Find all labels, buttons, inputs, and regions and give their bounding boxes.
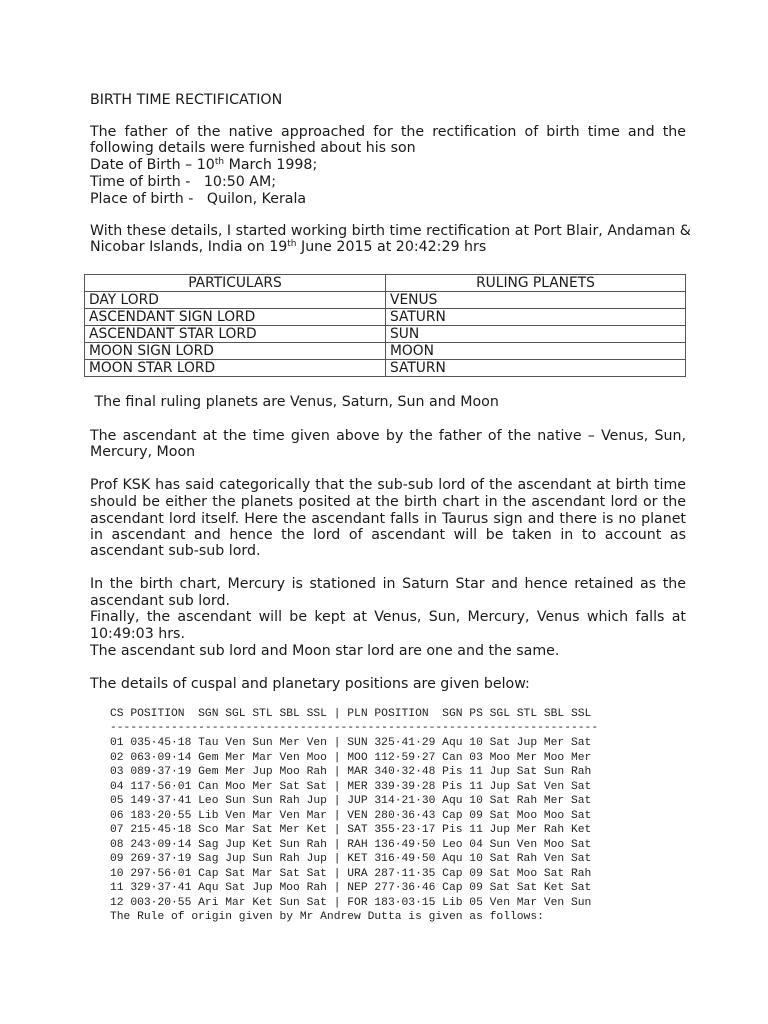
ksk-line-3: ascendant lord itself. Here the ascendant falls in Taurus sign and there is no planet	[90, 511, 686, 527]
document-title: BIRTH TIME RECTIFICATION	[90, 92, 283, 108]
positions-row: 12 003·20·55 Ari Mar Ket Sun Sat | FOR 183·03·15 Lib 05 Ven Mar Ven Sun	[110, 897, 592, 909]
intro-line-2: following details were furnished about his son	[90, 140, 416, 156]
chart-line-4: 10:49:03 hrs.	[90, 626, 185, 642]
table-cell: SUN	[386, 326, 686, 343]
table-cell: ASCENDANT STAR LORD	[85, 326, 386, 343]
table-row	[85, 326, 686, 343]
dob-prefix: Date of Birth – 10	[90, 157, 215, 173]
working-line-2	[90, 239, 486, 256]
table-cell: MOON	[386, 343, 686, 360]
place-of-birth: Place of birth - Quilon, Kerala	[90, 191, 307, 207]
date-of-birth	[90, 157, 317, 174]
chart-line-3: Finally, the ascendant will be kept at Venus, Sun, Mercury, Venus which falls at	[90, 609, 686, 625]
positions-footer: The Rule of origin given by Mr Andrew Dutta is given as follows:	[110, 911, 544, 923]
positions-row: 05 149·37·41 Leo Sun Sun Rah Jup | JUP 314·21·30 Aqu 10 Sat Rah Mer Sat	[110, 795, 592, 807]
ksk-line-5: ascendant sub-sub lord.	[90, 543, 261, 559]
time-of-birth: Time of birth - 10:50 AM;	[90, 174, 277, 190]
table-cell: VENUS	[386, 292, 686, 309]
positions-row: 02 063·09·14 Gem Mer Mar Ven Moo | MOO 112·59·27 Can 03 Moo Mer Moo Mer	[110, 752, 592, 764]
positions-row: 11 329·37·41 Aqu Sat Jup Moo Rah | NEP 277·36·46 Cap 09 Sat Sat Ket Sat	[110, 882, 592, 894]
ascendant-line-1: The ascendant at the time given above by the father of the native – Venus, Sun,	[90, 428, 686, 444]
table-cell: MOON SIGN LORD	[85, 343, 386, 360]
header-particulars: PARTICULARS	[85, 275, 386, 292]
table-header-row	[85, 275, 686, 292]
header-ruling-planets: RULING PLANETS	[386, 275, 686, 292]
table-cell: SATURN	[386, 360, 686, 377]
positions-row: 04 117·56·01 Can Moo Mer Sat Sat | MER 339·39·28 Pis 11 Jup Sat Ven Sat	[110, 781, 592, 793]
positions-header: CS POSITION SGN SGL STL SBL SSL | PLN POSITION SGN PS SGL STL SBL SSL	[110, 708, 592, 720]
final-ruling-planets: The final ruling planets are Venus, Saturn, Sun and Moon	[90, 394, 499, 410]
positions-row: 06 183·20·55 Lib Ven Mar Ven Mar | VEN 280·36·43 Cap 09 Sat Moo Moo Sat	[110, 810, 592, 822]
ruling-planets-table	[84, 274, 686, 377]
table-cell: SATURN	[386, 309, 686, 326]
chart-line-1: In the birth chart, Mercury is stationed in Saturn Star and hence retained as the	[90, 576, 686, 592]
working-suffix: June 2015 at 20:42:29 hrs	[296, 239, 487, 255]
details-intro: The details of cuspal and planetary positions are given below:	[90, 676, 530, 692]
chart-line-2: ascendant sub lord.	[90, 593, 230, 609]
chart-line-5: The ascendant sub lord and Moon star lord are one and the same.	[90, 643, 560, 659]
table-row	[85, 292, 686, 309]
positions-row: 03 089·37·19 Gem Mer Jup Moo Rah | MAR 340·32·48 Pis 11 Jup Sat Sun Rah	[110, 766, 592, 778]
ksk-line-4: in ascendant and hence the lord of ascendant will be taken in to account as	[90, 527, 686, 543]
positions-row: 01 035·45·18 Tau Ven Sun Mer Ven | SUN 325·41·29 Aqu 10 Sat Jup Mer Sat	[110, 737, 592, 749]
working-prefix: Nicobar Islands, India on 19	[90, 239, 288, 255]
ksk-line-2: should be either the planets posited at the birth chart in the ascendant lord or the	[90, 494, 686, 510]
intro-line-1: The father of the native approached for the rectification of birth time and the	[90, 124, 686, 140]
working-line-1: With these details, I started working birth time rectification at Port Blair, Andaman &	[90, 223, 691, 239]
dob-suffix: March 1998;	[224, 157, 318, 173]
table-cell: ASCENDANT SIGN LORD	[85, 309, 386, 326]
positions-separator: ------------------------------------------------------------------------	[110, 722, 599, 734]
working-sup: th	[287, 239, 297, 249]
dob-sup: th	[214, 157, 225, 167]
table-cell: MOON STAR LORD	[85, 360, 386, 377]
ascendant-line-2: Mercury, Moon	[90, 444, 196, 460]
table-row	[85, 360, 686, 377]
positions-row: 07 215·45·18 Sco Mar Sat Mer Ket | SAT 355·23·17 Pis 11 Jup Mer Rah Ket	[110, 824, 592, 836]
positions-row: 09 269·37·19 Sag Jup Sun Rah Jup | KET 316·49·50 Aqu 10 Sat Rah Ven Sat	[110, 853, 592, 865]
positions-row: 10 297·56·01 Cap Sat Mar Sat Sat | URA 287·11·35 Cap 09 Sat Moo Sat Rah	[110, 868, 592, 880]
ksk-line-1: Prof KSK has said categorically that the sub-sub lord of the ascendant at birth time	[90, 477, 686, 493]
table-row	[85, 343, 686, 360]
positions-row: 08 243·09·14 Sag Jup Ket Sun Rah | RAH 136·49·50 Leo 04 Sun Ven Moo Sat	[110, 839, 592, 851]
table-row	[85, 309, 686, 326]
table-cell: DAY LORD	[85, 292, 386, 309]
